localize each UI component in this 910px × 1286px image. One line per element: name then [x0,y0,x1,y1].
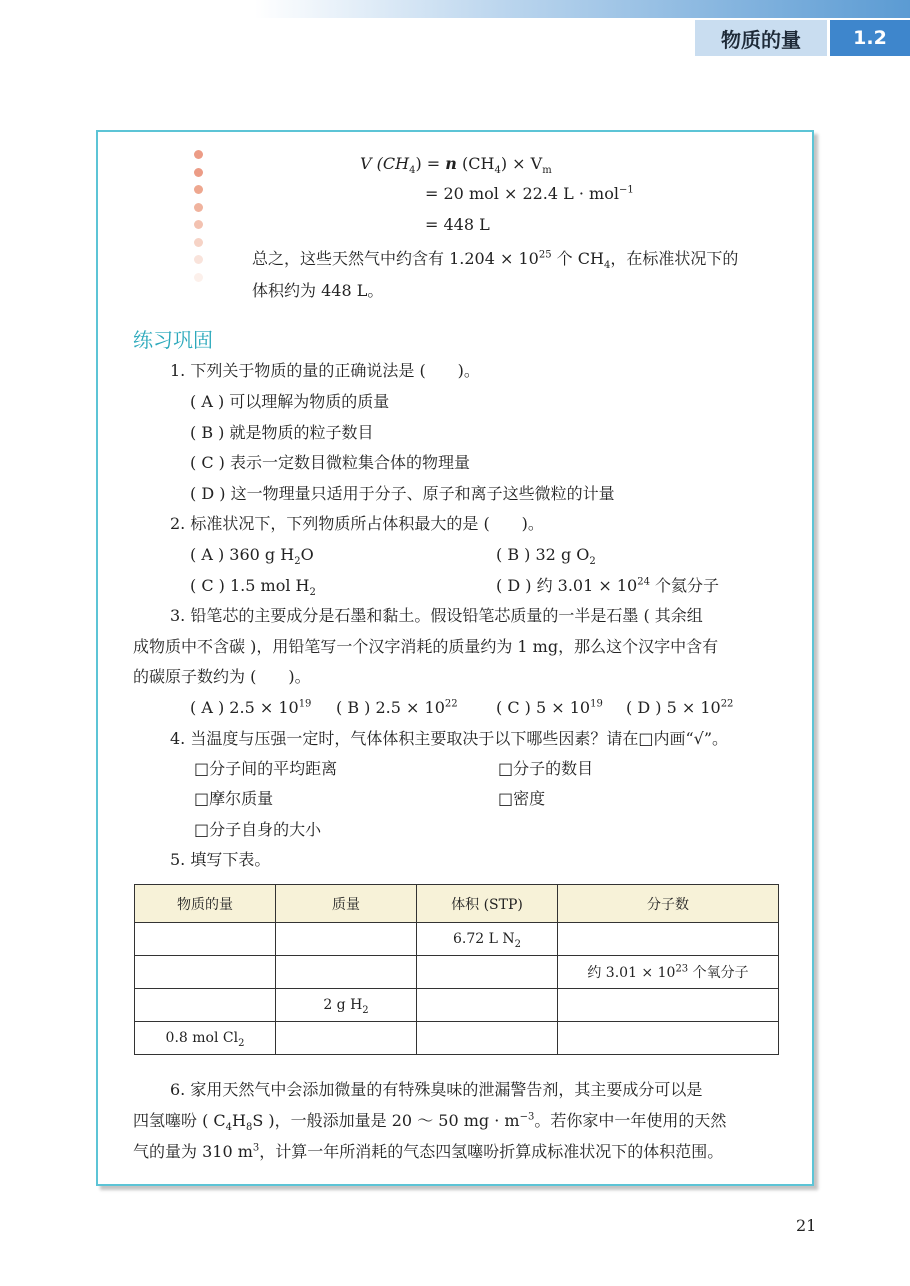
q4-option-2: □分子的数目 [498,759,594,778]
q4-option-4: □密度 [498,789,546,808]
q1-option-c: ( C ) 表示一定数目微粒集合体的物理量 [190,453,470,472]
table-header-mass: 质量 [276,885,417,923]
table-header-molecules: 分子数 [558,885,779,923]
table-row [135,989,779,1022]
header-gradient-bar [0,0,910,18]
table-cell: 6.72 L $N_2$ [417,923,558,956]
table-cell: 0.8 mol $Cl_2$ [135,1022,276,1055]
table-row [135,1022,779,1055]
table-cell [135,989,276,1022]
table-header-volume: 体积 (STP) [417,885,558,923]
q6-line-2: 四氢噻吩 ( $C_4H_8S$ )，一般添加量是 20 ～ 50 mg · $m^{-3}$。若你家中一年使用的天然 [133,1111,727,1134]
q3-line-2: 成物质中不含碳 )，用铅笔写一个汉字消耗的质量约为 1 mg，那么这个汉字中含有 [133,637,719,656]
q1-stem: 1. 下列关于物质的量的正确说法是 ( )。 [170,361,480,380]
table-cell [276,923,417,956]
table-cell [135,956,276,989]
q2-option-a: ( A ) 360 g $H_2O$ [190,545,314,568]
table-cell [417,956,558,989]
table-cell [417,989,558,1022]
chapter-title: 物质的量 [695,20,827,56]
table-cell: 约 $3.01 \times 10^{23}$ 个氧分子 [558,956,779,989]
q2-option-c: ( C ) 1.5 mol $H_2$ [190,576,316,599]
q3-option-c: ( C ) $5 \times 10^{19}$ [496,698,603,717]
table-row [135,956,779,989]
section-title: 练习巩固 [133,328,213,352]
q4-option-5: □分子自身的大小 [194,820,322,839]
q4-option-1: □分子间的平均距离 [194,759,338,778]
table-cell [417,1022,558,1055]
page-number: 21 [796,1216,817,1235]
table-row [135,923,779,956]
q3-option-b: ( B ) $2.5 \times 10^{22}$ [336,698,458,717]
table-cell [276,956,417,989]
equation-line-2: = 20 mol × 22.4 L · mol$^{-1}$ [425,184,634,203]
table-cell [276,1022,417,1055]
q3-option-d: ( D ) $5 \times 10^{22}$ [626,698,734,717]
decorative-dots [194,150,204,290]
q1-option-a: ( A ) 可以理解为物质的质量 [190,392,390,411]
chapter-number: 1.2 [830,20,910,56]
equation-line-1: V $(CH_4) = n$ $(CH_4) \times V_m$ [360,154,552,177]
table-header-row [135,885,779,923]
table-cell [558,923,779,956]
table-header-amount: 物质的量 [135,885,276,923]
q3-line-3: 的碳原子数约为 ( )。 [133,667,311,686]
table-cell [558,1022,779,1055]
q2-option-b: ( B ) 32 g $O_2$ [496,545,596,568]
table-cell [558,989,779,1022]
q2-option-d: ( D ) 约 $3.01 \times 10^{24}$ 个氦分子 [496,576,720,595]
q6-line-3: 气的量为 310 $m^3$，计算一年所消耗的气态四氢噻吩折算成标准状况下的体积范围。 [133,1142,724,1161]
conclusion-line-1: 总之，这些天然气中约含有 $1.204 \times 10^{25}$ 个 $CH_4$，在标准状况下的 [252,249,739,272]
q5-table [134,884,779,1055]
equation-line-3: = 448 L [425,215,490,234]
q3-option-a: ( A ) $2.5 \times 10^{19}$ [190,698,312,717]
q1-option-b: ( B ) 就是物质的粒子数目 [190,423,374,442]
q1-option-d: ( D ) 这一物理量只适用于分子、原子和离子这些微粒的计量 [190,484,615,503]
q4-option-3: □摩尔质量 [194,789,274,808]
q3-line-1: 3. 铅笔芯的主要成分是石墨和黏土。假设铅笔芯质量的一半是石墨 ( 其余组 [170,606,703,625]
table-cell: 2 g $H_2$ [276,989,417,1022]
q2-stem: 2. 标准状况下，下列物质所占体积最大的是 ( )。 [170,514,544,533]
conclusion-line-2: 体积约为 448 L。 [252,281,384,300]
table-cell [135,923,276,956]
q6-line-1: 6. 家用天然气中会添加微量的有特殊臭味的泄漏警告剂，其主要成分可以是 [170,1080,703,1099]
q4-stem: 4. 当温度与压强一定时，气体体积主要取决于以下哪些因素？请在□内画“√”。 [170,729,729,748]
q5-stem: 5. 填写下表。 [170,850,271,869]
